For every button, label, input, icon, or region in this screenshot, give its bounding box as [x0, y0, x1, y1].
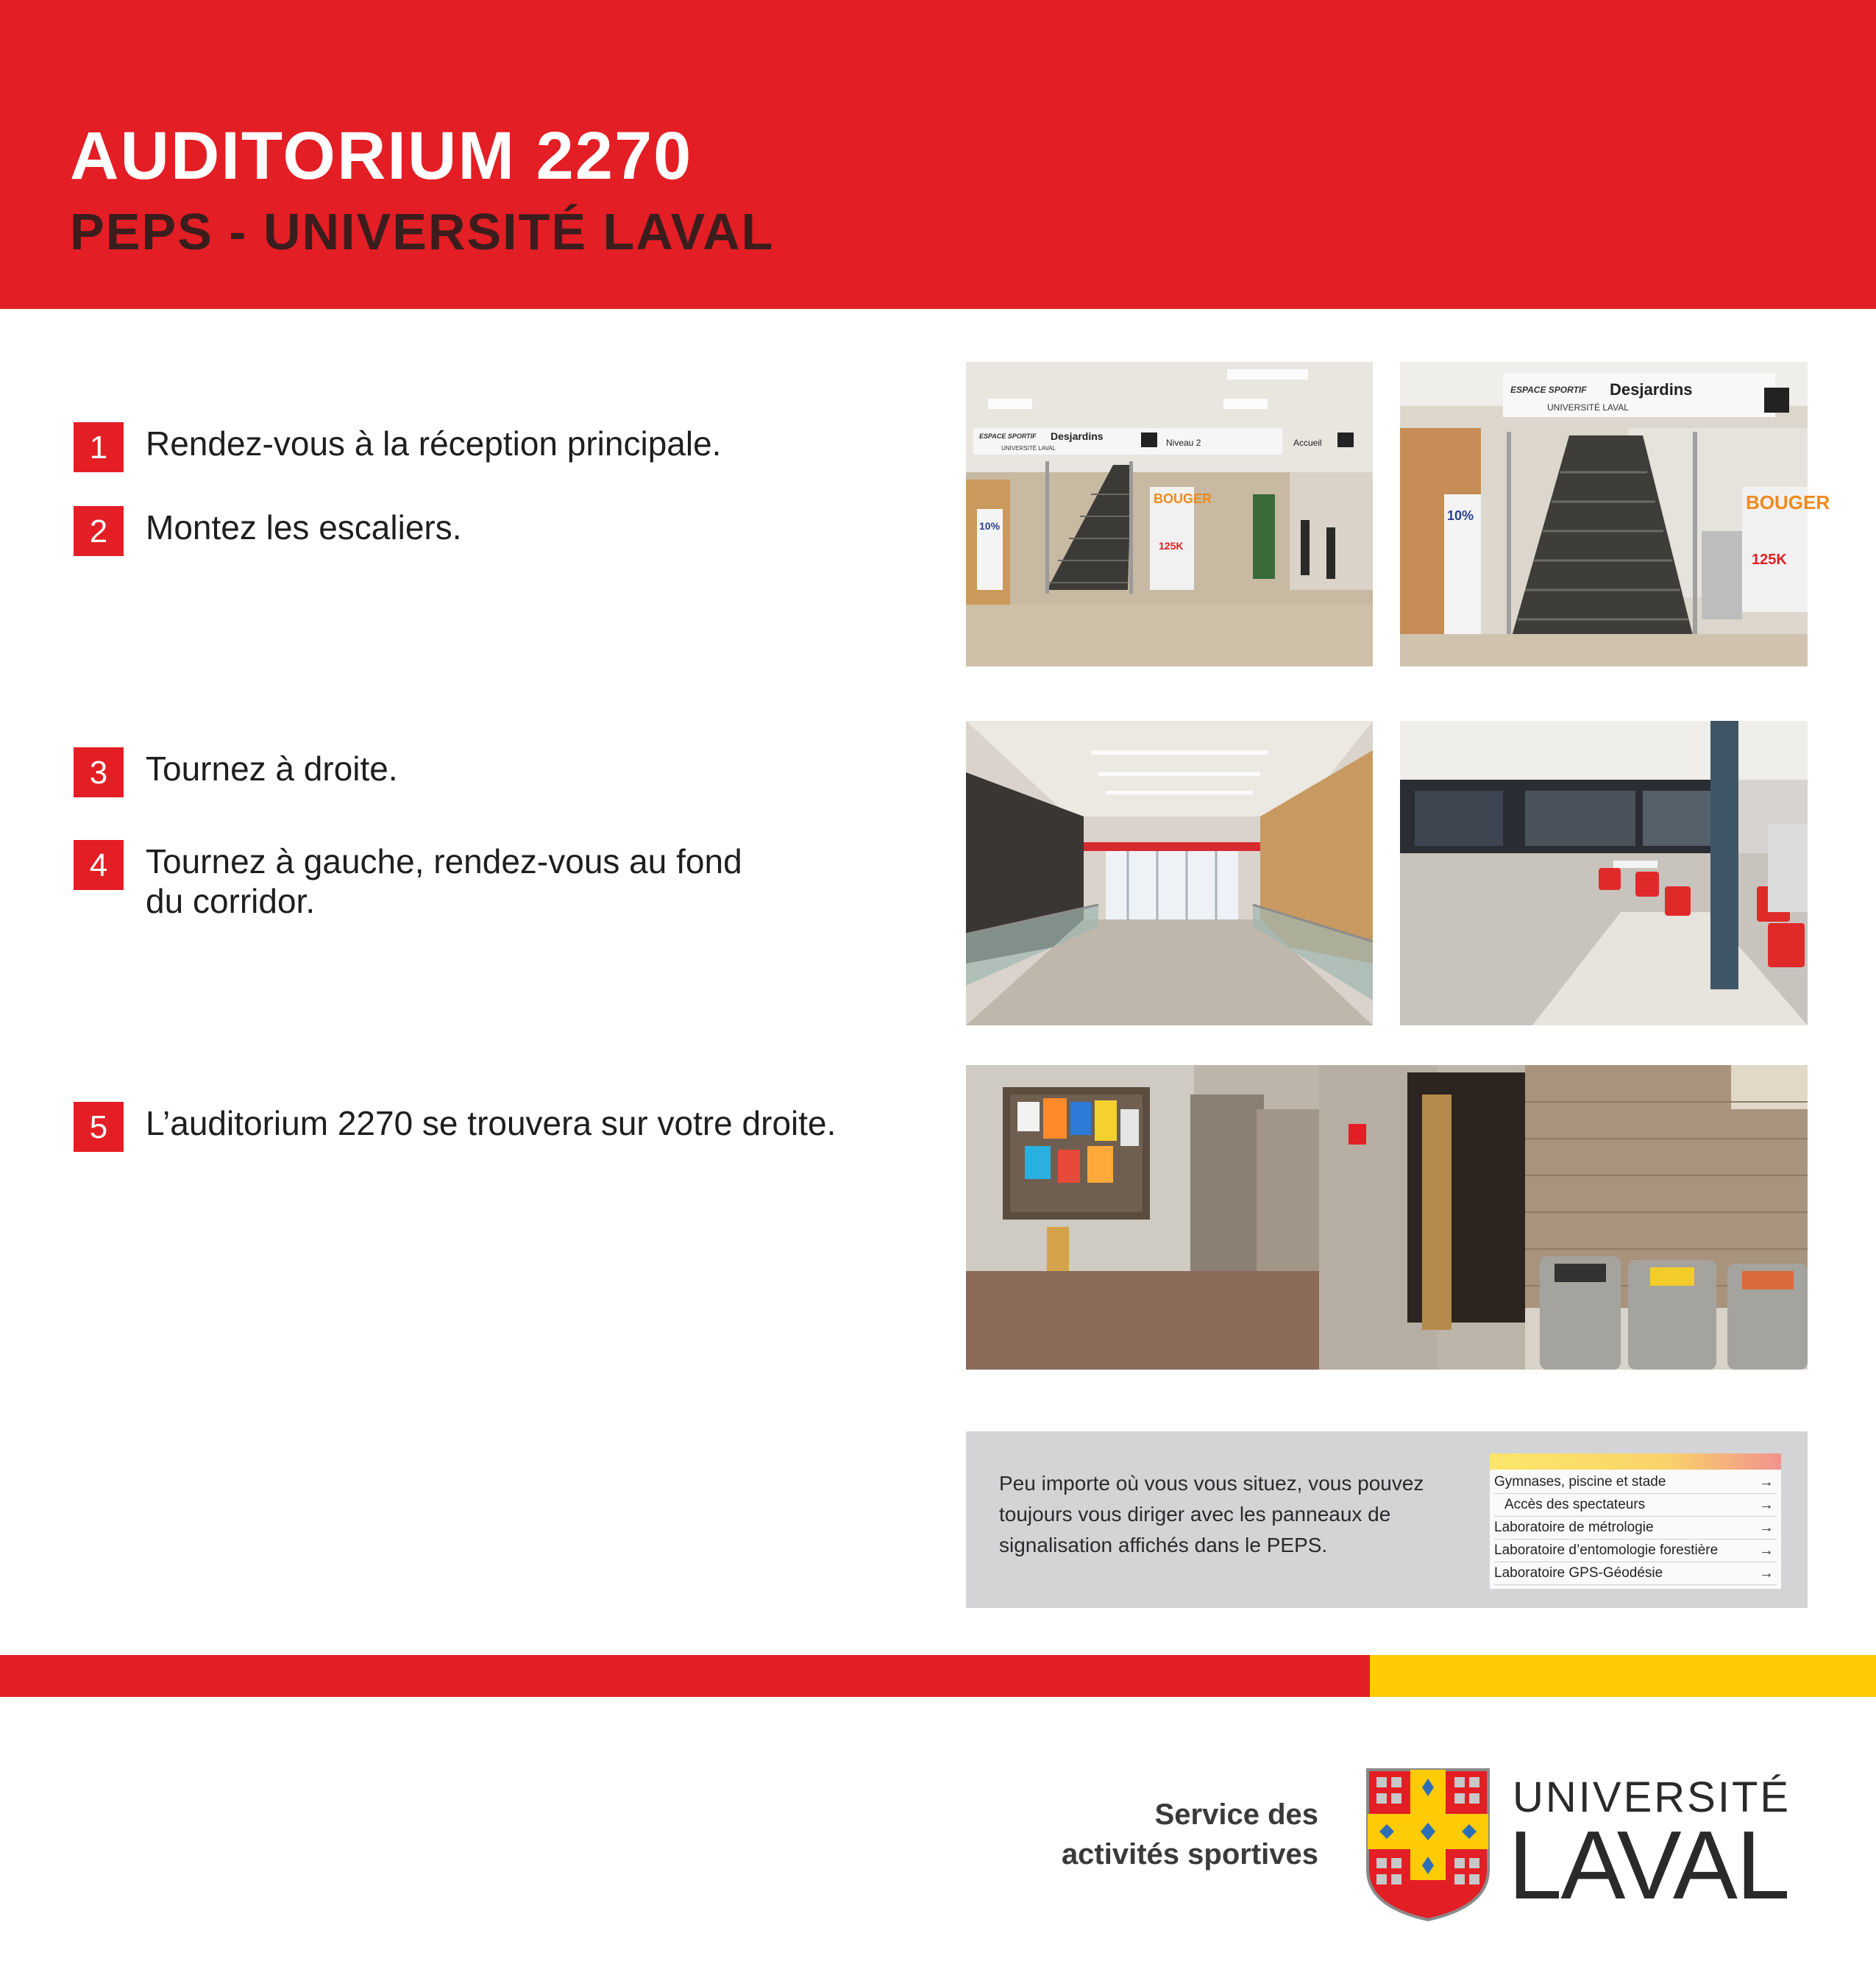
step-text-line: du corridor. — [146, 882, 316, 920]
signage-row — [1494, 1494, 1777, 1517]
step-number-badge: 1 — [74, 422, 124, 472]
poster-number-text: 125K — [1752, 552, 1787, 568]
step-number-badge: 5 — [74, 1102, 124, 1152]
poster-word-text: BOUGER — [1746, 491, 1830, 513]
signage-row-label: Laboratoire de métrologie — [1494, 1520, 1654, 1535]
page-subtitle: PEPS - UNIVERSITÉ LAVAL — [70, 203, 775, 260]
step-text: Tournez à droite. — [146, 750, 398, 788]
step-number-badge: 2 — [74, 506, 124, 556]
poster-number-text: 125K — [1159, 540, 1184, 552]
service-name — [1008, 1795, 1318, 1874]
photo-auditorium-entrance — [966, 1065, 1808, 1370]
sign-desjardins-text: Desjardins — [1610, 380, 1693, 399]
signage-row — [1494, 1471, 1777, 1494]
arrow-right-icon: → — [1759, 1520, 1774, 1536]
signage-row-label: Accès des spectateurs — [1504, 1497, 1646, 1512]
photo-corridor — [966, 721, 1373, 1025]
photo-hall — [1400, 721, 1808, 1025]
sign-espace-text: ESPACE SPORTIF — [979, 433, 1037, 440]
signage-row — [1494, 1562, 1777, 1585]
footer-bar-red — [0, 1655, 1370, 1697]
step-number-badge: 3 — [74, 747, 124, 797]
sign-university-text: UNIVERSITÉ LAVAL — [1547, 402, 1629, 413]
sign-home-text: Accueil — [1293, 438, 1322, 448]
service-name-line: activités sportives — [1061, 1838, 1318, 1871]
university-name-top: UNIVERSITÉ — [1513, 1773, 1791, 1821]
banner-number-text: 10% — [979, 520, 1001, 532]
arrow-right-icon: → — [1759, 1565, 1774, 1581]
sign-desjardins-text: Desjardins — [1051, 430, 1104, 442]
arrow-right-icon: → — [1759, 1474, 1774, 1490]
signage-example — [1490, 1453, 1781, 1589]
footer-bar-yellow — [1370, 1655, 1876, 1697]
step-text: L’auditorium 2270 se trouvera sur votre droite. — [146, 1104, 836, 1142]
photo-reception — [966, 362, 1373, 666]
signage-row — [1494, 1540, 1777, 1562]
service-name-line: Service des — [1154, 1798, 1318, 1831]
poster-word-text: BOUGER — [1154, 491, 1212, 506]
sign-espace-text: ESPACE SPORTIF — [1510, 385, 1587, 395]
arrow-right-icon: → — [1759, 1542, 1774, 1559]
info-text: Peu importe où vous vous situez, vous pouvez toujours vous diriger avec les panneaux de signalisation affichés dans le PEPS. — [999, 1472, 1424, 1556]
signage-row-label: Laboratoire d’entomologie forestière — [1494, 1542, 1719, 1558]
sign-level-text: Niveau 2 — [1166, 438, 1201, 448]
page-title: AUDITORIUM 2270 — [70, 118, 693, 193]
step-text: Montez les escaliers. — [146, 508, 462, 547]
university-name-bottom: LAVAL — [1508, 1811, 1789, 1919]
step-text — [146, 841, 742, 921]
arrow-right-icon: → — [1759, 1497, 1774, 1513]
step-number-badge: 4 — [74, 840, 124, 890]
step-text-line: Tournez à gauche, rendez-vous au fond — [146, 842, 742, 880]
banner-number-text: 10% — [1447, 508, 1474, 523]
sign-university-text: UNIVERSITÉ LAVAL — [1001, 445, 1056, 452]
signage-row — [1494, 1517, 1777, 1540]
signage-row-label: Gymnases, piscine et stade — [1494, 1474, 1666, 1490]
info-box — [966, 1431, 1808, 1608]
university-crest-icon — [1365, 1767, 1491, 1923]
step-text: Rendez-vous à la réception principale. — [146, 424, 722, 463]
photo-stairs — [1400, 362, 1830, 666]
signage-row-label: Laboratoire GPS-Géodésie — [1494, 1565, 1663, 1581]
signage-color-bar — [1490, 1453, 1781, 1470]
